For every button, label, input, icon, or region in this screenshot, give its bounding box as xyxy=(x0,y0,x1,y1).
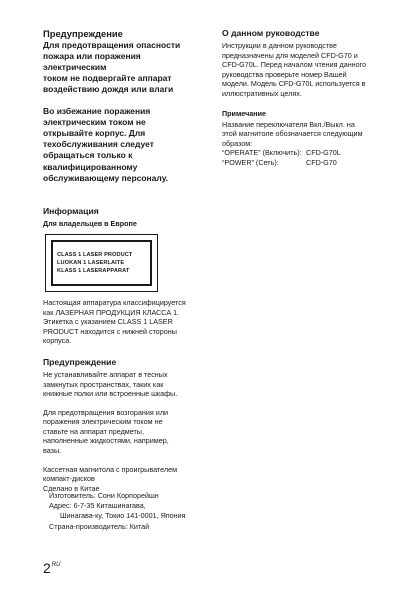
left-column xyxy=(43,28,213,493)
note-line: Название переключателя Вкл./Выкл. на xyxy=(222,119,355,129)
warning-block xyxy=(43,40,213,96)
page-number xyxy=(43,561,60,575)
product-text xyxy=(43,465,213,484)
switch-row xyxy=(222,158,392,168)
warning2-line: замкнутых пространствах, таких как xyxy=(43,379,164,389)
laser-label-line: LUOKAN 1 LASERLAITE xyxy=(57,259,125,266)
laser-text-line: Настоящая аппаратура классифицируется xyxy=(43,297,186,307)
note-title: Примечание xyxy=(222,108,267,118)
manufacturer-block xyxy=(49,491,249,532)
warning2-line: книжные полки или встроенные шкафы. xyxy=(43,389,178,399)
laser-text-line: PRODUCT находится с нижней стороны xyxy=(43,326,177,336)
info-title: Информация xyxy=(43,205,99,216)
warning-title: Предупреждение xyxy=(43,28,123,39)
switch-model: CFD-G70L xyxy=(306,148,341,158)
fire-line: наполненные жидкостями, например, xyxy=(43,436,169,446)
manual-line: CFD-G70L. Перед началом чтения данного xyxy=(222,60,367,70)
fire-line: ставьте на аппарат предметы, xyxy=(43,426,144,436)
manufacturer-line: Шинагава-ку, Токио 141-0001, Япония xyxy=(60,511,186,521)
laser-label-line: KLASS 1 LASERAPPARAT xyxy=(57,267,130,274)
caution-line: Во избежание поражения xyxy=(43,105,151,116)
laser-text xyxy=(43,298,213,346)
warning2-text xyxy=(43,370,213,399)
fire-line: Для предотвращения возгорания или xyxy=(43,407,169,417)
warning2-title: Предупреждение xyxy=(43,356,117,367)
note-text xyxy=(222,120,392,149)
manual-text xyxy=(222,41,392,99)
manufacturer-line: Страна-производитель: Китай xyxy=(49,521,150,531)
product-line: Кассетная магнитола с проигрывателем xyxy=(43,464,178,474)
switch-row xyxy=(222,148,392,158)
manual-line: предназначены для моделей CFD-G70 и xyxy=(222,50,358,60)
warning-line: током не подвергайте аппарат xyxy=(43,73,172,84)
europe-title: Для владельцев в Европе xyxy=(43,218,137,228)
product-line: компакт-дисков xyxy=(43,474,95,484)
manufacturer-line: Изготовитель: Сони Корпорейшн xyxy=(49,491,159,500)
manual-title: О данном руководстве xyxy=(222,28,320,38)
laser-label-frame xyxy=(45,234,158,292)
laser-text-line: корпуса. xyxy=(43,336,72,346)
laser-label-line: CLASS 1 LASER PRODUCT xyxy=(57,251,133,258)
warning-line: электрическим xyxy=(43,61,107,72)
fire-line: вазы. xyxy=(43,446,62,456)
fire-line: поражения электрическим током не xyxy=(43,417,163,427)
warning-line: Для предотвращения опасности xyxy=(43,39,181,50)
note-line: этой магнитоле обозначается следующим xyxy=(222,129,363,139)
warning-line: воздействию дождя или влаги xyxy=(43,84,174,95)
right-column xyxy=(222,28,392,168)
laser-text-line: Этикетка с указанием CLASS 1 LASER xyxy=(43,317,173,327)
laser-label xyxy=(51,240,152,286)
manual-line: Инструкции в данном руководстве xyxy=(222,41,337,50)
warning2-line: Не устанавливайте аппарат в тесных xyxy=(43,369,168,379)
caution-line: открывайте корпус. Для xyxy=(43,127,146,138)
caution-line: техобслуживания следует xyxy=(43,139,154,150)
manual-line: модели. Модель CFD-G70L используется в xyxy=(222,79,366,89)
caution-line: обслуживающему персоналу. xyxy=(43,172,169,183)
made-in: Сделано в Китае xyxy=(43,483,100,493)
switch-label: “OPERATE” (Включить): xyxy=(222,148,302,158)
page-number-value: 2 xyxy=(43,560,51,576)
caution-block xyxy=(43,106,213,184)
warning-line: пожара или поражения xyxy=(43,50,141,61)
manual-line: руководства проверьте номер Вашей xyxy=(222,69,347,79)
manual-line: иллюстративных целях. xyxy=(222,88,302,98)
caution-line: квалифицированному xyxy=(43,161,138,172)
switch-label: “POWER” (Сеть): xyxy=(222,157,279,167)
caution-line: обращаться только к xyxy=(43,150,133,161)
switch-model: CFD-G70 xyxy=(306,157,337,167)
caution-line: электрическим током не xyxy=(43,116,146,127)
laser-text-line: как ЛАЗЕРНАЯ ПРОДУКЦИЯ КЛАССА 1. xyxy=(43,307,180,317)
note-line: образом: xyxy=(222,138,253,148)
page-number-suffix: RU xyxy=(51,562,61,568)
fire-text xyxy=(43,408,213,456)
manufacturer-line: Адрес: 6-7-35 Киташинагава, xyxy=(49,501,146,511)
